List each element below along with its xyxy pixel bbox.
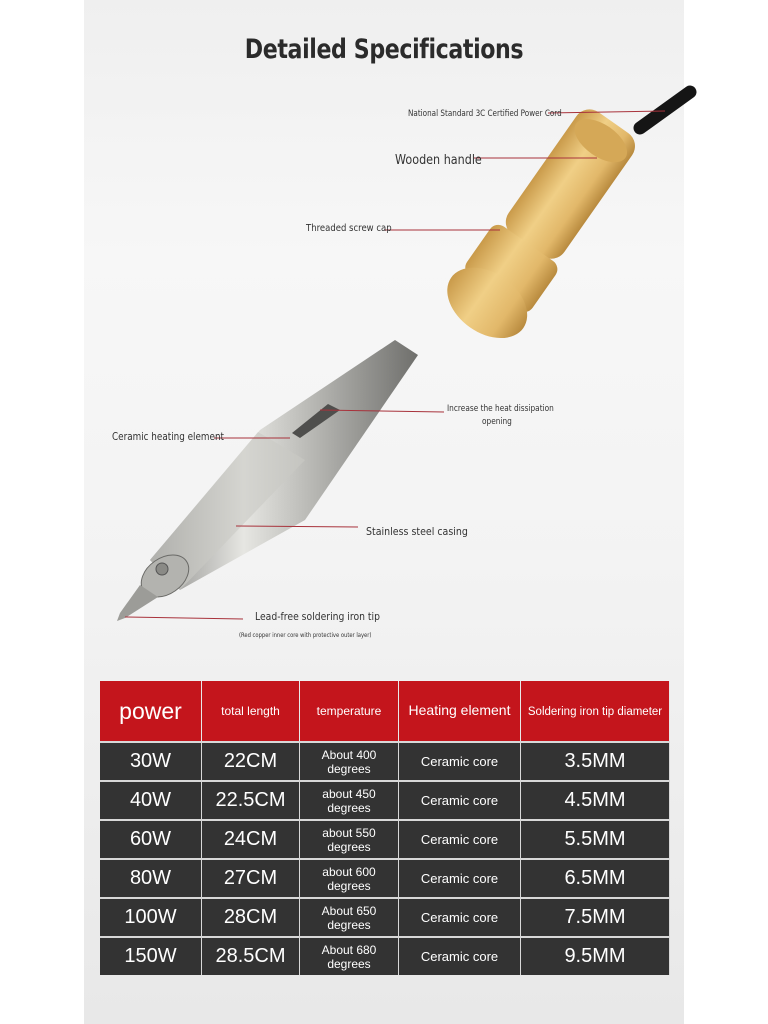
cell-heating-element: Ceramic core <box>399 858 521 897</box>
callout-threaded-cap: Threaded screw cap <box>306 223 392 234</box>
cell-temperature: about 550 degrees <box>300 819 399 858</box>
cell-temperature: about 600 degrees <box>300 858 399 897</box>
cell-temperature: About 650 degrees <box>300 897 399 936</box>
cell-length: 28.5CM <box>202 936 300 975</box>
cell-tip-diameter: 4.5MM <box>521 780 670 819</box>
cell-power: 60W <box>100 819 202 858</box>
callout-heat-opening-line2: opening <box>482 417 512 427</box>
cell-tip-diameter: 3.5MM <box>521 741 670 780</box>
callout-tip-note: (Red copper inner core with protective outer layer) <box>239 631 372 639</box>
table-row <box>100 897 670 936</box>
table-row <box>100 819 670 858</box>
table-row <box>100 741 670 780</box>
steel-casing <box>117 340 418 621</box>
cell-tip-diameter: 9.5MM <box>521 936 670 975</box>
table-row <box>100 936 670 975</box>
page-title: Detailed Specifications <box>244 34 524 65</box>
cell-length: 28CM <box>202 897 300 936</box>
cell-length: 22.5CM <box>202 780 300 819</box>
header-heating-element: Heating element <box>399 681 521 741</box>
table-row <box>100 858 670 897</box>
callout-heat-opening: Increase the heat dissipation <box>447 404 554 414</box>
callout-tip: Lead-free soldering iron tip <box>255 610 380 623</box>
header-power: power <box>100 681 202 741</box>
cell-tip-diameter: 7.5MM <box>521 897 670 936</box>
wooden-handle <box>434 97 649 352</box>
cell-temperature: About 680 degrees <box>300 936 399 975</box>
cell-length: 27CM <box>202 858 300 897</box>
table-header-row <box>100 681 670 741</box>
cell-power: 80W <box>100 858 202 897</box>
header-temperature: temperature <box>300 681 399 741</box>
cell-power: 150W <box>100 936 202 975</box>
cell-temperature: About 400 degrees <box>300 741 399 780</box>
callout-steel-casing: Stainless steel casing <box>366 525 468 538</box>
power-cord <box>640 92 690 128</box>
callout-power-cord: National Standard 3C Certified Power Cord <box>408 109 562 119</box>
header-tip-diameter: Soldering iron tip diameter <box>521 681 670 741</box>
cell-heating-element: Ceramic core <box>399 780 521 819</box>
cell-heating-element: Ceramic core <box>399 897 521 936</box>
cell-length: 22CM <box>202 741 300 780</box>
table-row <box>100 780 670 819</box>
cell-tip-diameter: 6.5MM <box>521 858 670 897</box>
callout-wooden-handle: Wooden handle <box>395 153 482 168</box>
cell-power: 40W <box>100 780 202 819</box>
spec-table <box>100 681 670 975</box>
cell-heating-element: Ceramic core <box>399 819 521 858</box>
screw-icon <box>156 563 168 575</box>
cell-heating-element: Ceramic core <box>399 936 521 975</box>
callout-ceramic-element: Ceramic heating element <box>112 431 225 443</box>
cell-tip-diameter: 5.5MM <box>521 819 670 858</box>
cell-power: 100W <box>100 897 202 936</box>
cell-temperature: about 450 degrees <box>300 780 399 819</box>
header-total-length: total length <box>202 681 300 741</box>
cell-power: 30W <box>100 741 202 780</box>
cell-heating-element: Ceramic core <box>399 741 521 780</box>
cell-length: 24CM <box>202 819 300 858</box>
